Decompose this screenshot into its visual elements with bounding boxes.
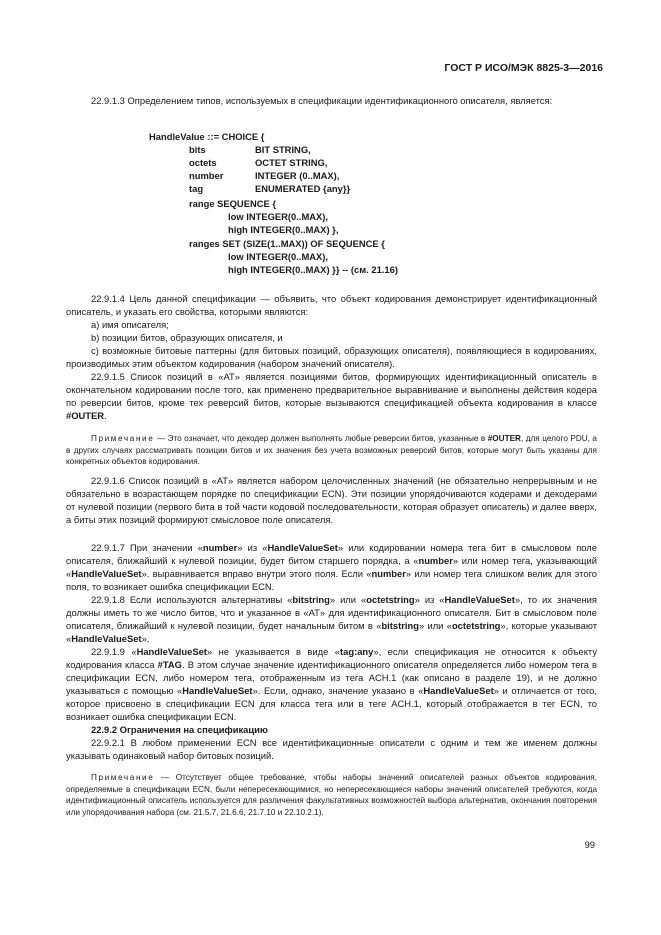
paragraph-22-9-2-1: 22.9.2.1 В любом применении ECN все идентификационные описатели с одним и тем же именем должны указывать одинаковый набор битовых позиций. (66, 737, 597, 761)
list-item-c: c) возможные битовые паттерны (для битовых позиций, образующих описателя), появляющиеся в кодированиях, производимых этим объектом кодирования (набором значений описателя). (66, 345, 597, 369)
asn-key-bits: bits (189, 144, 206, 155)
list-item-a: a) имя описателя; (91, 319, 169, 330)
paragraph-22-9-1-4: 22.9.1.4 Цель данной спецификации — объявить, что объект кодирования демонстрирует идентификационный описатель, и указать его свойства, которыми являются: (66, 293, 597, 317)
asn-line-range-low: low INTEGER(0..MAX), (228, 211, 329, 222)
asn-line-range-high: high INTEGER(0..MAX) }, (228, 224, 339, 235)
paragraph-22-9-1-3: 22.9.1.3 Определением типов, используемых в спецификации идентификационного описателя, является: (91, 95, 553, 106)
asn-key-number: number (189, 170, 224, 181)
note-2: Примечание — Отсутствует общее требование, чтобы наборы значений описателей разных объектов кодирования, определяемые в спецификации ECN, были непересекающимися, но непересекающиеся наборы значений описателей требуются, когда идентификационный описатель используется для различения факультативных возможностей выбора альтернатив, окончания повторения или упорядочивания набора (см. 21.5.7, 21.6.6, 21.7.10 и 22.10.2.1). (66, 773, 597, 817)
asn-line-choice: HandleValue ::= CHOICE { (149, 131, 265, 142)
asn-val-bits: BIT STRING, (255, 144, 311, 155)
asn-line-ranges-low: low INTEGER(0..MAX), (228, 251, 329, 262)
paragraph-22-9-1-9: 22.9.1.9 «HandleValueSet» не указывается в виде «tag:any», если спецификация не относится к объекту кодирования класса #TAG. В этом случае значение идентификационного описателя определяется либо номером тега в спецификации ECN, либо номером тега, отображенным из тега ACH.1 (как описано в разделе 19), и не должно указываться с помощью «HandleValueSet». Если, однако, значение указано в «HandleValueSet» и отличается от того, которое присвоено в спецификации ECN для класса тега или в теге ACH.1, который отображается в тег ECN, то возникает ошибка спецификации ECN. (66, 646, 598, 722)
document-header: ГОСТ Р ИСО/МЭК 8825-3—2016 (444, 62, 603, 74)
note-1: Примечание — Это означает, что декодер должен выполнять любые реверсии битов, указанные в #OUTER, для целого PDU, а в других случаях рассматривать позиции битов и их значения без учета возможных реверсий битов, которые могут быть указаны для конкретных объектов кодирования. (66, 434, 597, 467)
list-item-b: b) позиции битов, образующих описателя, и (91, 332, 283, 343)
asn-line-ranges: ranges SET (SIZE(1..MAX)) OF SEQUENCE { (189, 238, 385, 249)
asn-val-number: INTEGER (0..MAX), (255, 170, 340, 181)
asn-line-ranges-high: high INTEGER(0..MAX) }} -- (см. 21.16) (228, 264, 398, 275)
note-label: Примечание (91, 434, 155, 443)
page-number: 99 (584, 839, 595, 850)
paragraph-22-9-1-5: 22.9.1.5 Список позиций в «AT» является позициями битов, формирующих идентификационный описатель в окончательном кодировании после того, как применено предварительное выравнивание и выполнены действия кодера по реверсии битов, кроме тех реверсий битов, которые вызываются спецификацией объекта кодирования в классе #OUTER. (66, 371, 597, 421)
paragraph-22-9-1-6: 22.9.1.6 Список позиций в «AT» является набором целочисленных значений (не обязательно непрерывным и не обязательно в возрастающем порядке по спецификации ECN). Эти позиции упорядочиваются кодерами и декодерами от нулевой позиции (первого бита в той части кодовой последовательности, которая образует описатель) и далее вверх, а биты этих позиций формируют смысловое поле описателя. (66, 475, 597, 525)
paragraph-22-9-1-8: 22.9.1.8 Если используются альтернативы «bitstring» или «octetstring» из «HandleValueSet», то их значения должны иметь то же число битов, что и указанное в «AT» для идентификационного описателя. Бит в смысловом поле описателя, ближайший к нулевой позиции, будет начальным битом в «bitstring» или «octetstring», которые указывают «HandleValueSet». (66, 594, 597, 644)
section-heading-22-9-2: 22.9.2 Ограничения на спецификацию (91, 724, 268, 735)
paragraph-22-9-1-7: 22.9.1.7 При значении «number» из «HandleValueSet» или кодировании номера тега бит в смысловом поле описателя, ближайший к нулевой позиции, будет битом старшего порядка, а «number» или номер тега, указывающий «HandleValueSet». выравнивается вправо внутри этого поля. Если «number» или номер тега слишком велик для этого поля, то возникает ошибка спецификации ECN. (66, 542, 597, 592)
asn-line-range: range SEQUENCE { (189, 198, 277, 209)
note-label: Примечание (91, 773, 155, 782)
asn-key-octets: octets (189, 157, 217, 168)
asn-val-tag: ENUMERATED {any}} (255, 183, 351, 194)
asn-key-tag: tag (189, 183, 204, 194)
asn-val-octets: OCTET STRING, (255, 157, 328, 168)
